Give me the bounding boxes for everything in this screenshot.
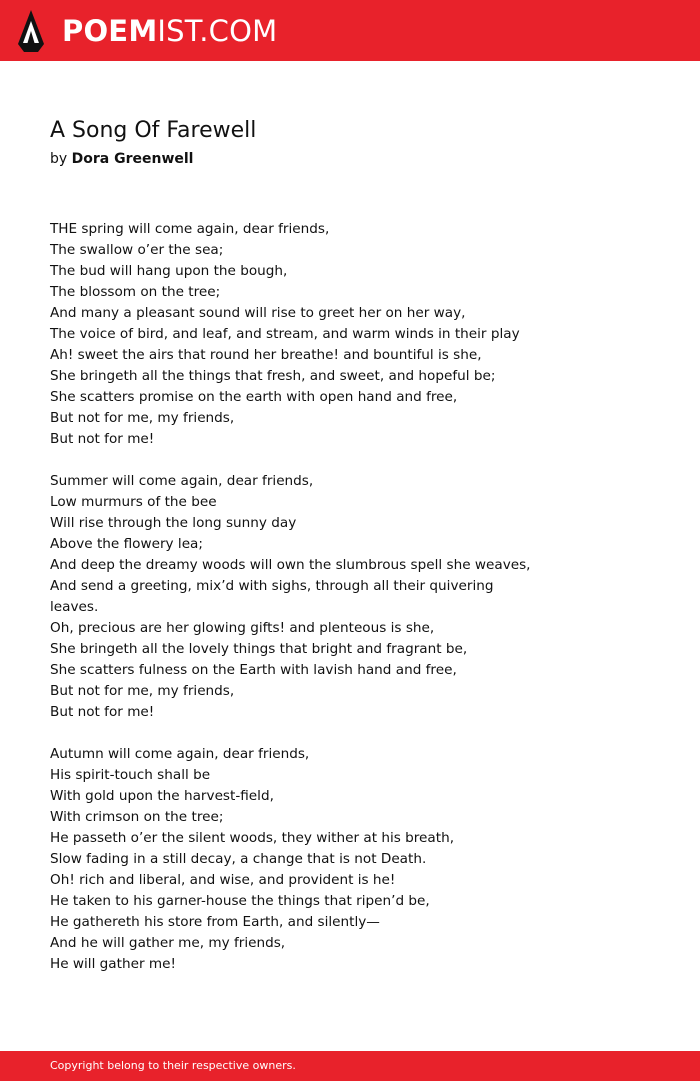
poem-line: leaves. xyxy=(50,599,99,615)
site-header xyxy=(0,0,700,61)
poem-line: And send a greeting, mix’d with sighs, through all their quivering xyxy=(50,578,494,594)
poem-line: But not for me! xyxy=(50,431,155,447)
poem-line: The swallow o’er the sea; xyxy=(50,242,224,258)
poem-title: A Song Of Farewell xyxy=(50,118,257,143)
poem-line: She bringeth all the lovely things that bright and fragrant be, xyxy=(50,641,468,657)
logo-bold-text: POEM xyxy=(62,14,158,48)
poem-line: Will rise through the long sunny day xyxy=(50,515,297,531)
site-logo[interactable] xyxy=(62,13,277,49)
poem-line: Above the flowery lea; xyxy=(50,536,203,552)
poem-line: The blossom on the tree; xyxy=(50,284,221,300)
stanza xyxy=(50,219,650,450)
poem-line: And deep the dreamy woods will own the slumbrous spell she weaves, xyxy=(50,557,531,573)
poem-line: With gold upon the harvest-field, xyxy=(50,788,274,804)
poem-line: Slow fading in a still decay, a change that is not Death. xyxy=(50,851,427,867)
poem-line: And many a pleasant sound will rise to greet her on her way, xyxy=(50,305,466,321)
poem-line: Oh! rich and liberal, and wise, and provident is he! xyxy=(50,872,396,888)
pen-nib-icon[interactable] xyxy=(18,10,44,52)
poem-line: But not for me, my friends, xyxy=(50,410,235,426)
stanza xyxy=(50,744,650,975)
poem-line: The bud will hang upon the bough, xyxy=(50,263,288,279)
site-footer xyxy=(0,1051,700,1081)
poem-line: She scatters promise on the earth with open hand and free, xyxy=(50,389,458,405)
poem-line: Summer will come again, dear friends, xyxy=(50,473,314,489)
poem-line: THE spring will come again, dear friends, xyxy=(50,221,330,237)
poem-line: He will gather me! xyxy=(50,956,176,972)
copyright-text: Copyright belong to their respective owners. xyxy=(50,1059,296,1072)
byline xyxy=(50,149,193,169)
poem-line: The voice of bird, and leaf, and stream, and warm winds in their play xyxy=(50,326,520,342)
poem-line: She bringeth all the things that fresh, and sweet, and hopeful be; xyxy=(50,368,496,384)
poem-body xyxy=(50,219,650,996)
poem-line: She scatters fulness on the Earth with lavish hand and free, xyxy=(50,662,457,678)
stanza xyxy=(50,471,650,723)
logo-light-text: IST.COM xyxy=(157,14,278,48)
by-label: by xyxy=(50,151,68,167)
poem-line: Oh, precious are her glowing gifts! and plenteous is she, xyxy=(50,620,435,636)
poem-line: He gathereth his store from Earth, and silently— xyxy=(50,914,380,930)
poem-line: Autumn will come again, dear friends, xyxy=(50,746,310,762)
poem-line: He taken to his garner-house the things that ripen’d be, xyxy=(50,893,430,909)
poem-line: But not for me! xyxy=(50,704,155,720)
poem-line: He passeth o’er the silent woods, they wither at his breath, xyxy=(50,830,455,846)
poem-line: And he will gather me, my friends, xyxy=(50,935,286,951)
poem-line: But not for me, my friends, xyxy=(50,683,235,699)
poem-line: Ah! sweet the airs that round her breathe! and bountiful is she, xyxy=(50,347,482,363)
poem-line: Low murmurs of the bee xyxy=(50,494,217,510)
author-name: Dora Greenwell xyxy=(71,151,194,167)
poem-line: With crimson on the tree; xyxy=(50,809,224,825)
poem-line: His spirit-touch shall be xyxy=(50,767,211,783)
